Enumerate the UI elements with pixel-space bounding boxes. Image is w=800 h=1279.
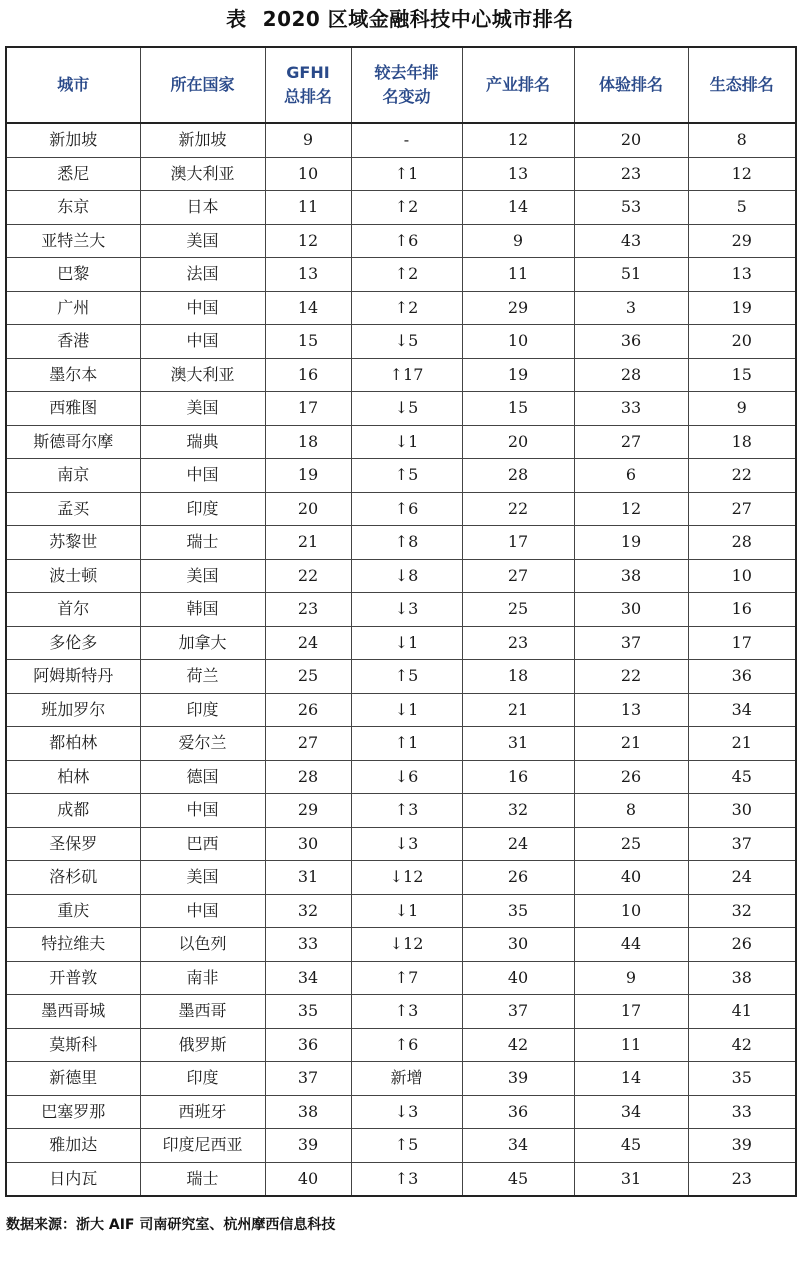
- cell-experience-rank: 43: [574, 224, 688, 258]
- cell-city: 巴塞罗那: [6, 1095, 140, 1129]
- table-header: [6, 47, 796, 123]
- cell-industry-rank: 17: [462, 526, 574, 560]
- cell-city: 开普敦: [6, 961, 140, 995]
- table-row: [6, 224, 796, 258]
- cell-ecosystem-rank: 8: [688, 123, 796, 157]
- cell-rank-change: ↓5: [351, 325, 462, 359]
- cell-country: 澳大利亚: [140, 358, 265, 392]
- header-rank-change: [351, 47, 462, 123]
- table-body: [6, 123, 796, 1196]
- cell-rank-change: ↓3: [351, 1095, 462, 1129]
- cell-experience-rank: 13: [574, 693, 688, 727]
- cell-city: 东京: [6, 191, 140, 225]
- header-experience-rank: [574, 47, 688, 123]
- cell-industry-rank: 9: [462, 224, 574, 258]
- cell-gfhi-rank: 32: [265, 894, 351, 928]
- table-row: [6, 325, 796, 359]
- cell-industry-rank: 26: [462, 861, 574, 895]
- cell-gfhi-rank: 16: [265, 358, 351, 392]
- cell-ecosystem-rank: 37: [688, 827, 796, 861]
- cell-rank-change: ↑5: [351, 660, 462, 694]
- cell-gfhi-rank: 10: [265, 157, 351, 191]
- cell-industry-rank: 29: [462, 291, 574, 325]
- cell-country: 以色列: [140, 928, 265, 962]
- cell-city: 墨尔本: [6, 358, 140, 392]
- table-row: [6, 526, 796, 560]
- cell-industry-rank: 16: [462, 760, 574, 794]
- cell-city: 柏林: [6, 760, 140, 794]
- header-industry-rank: [462, 47, 574, 123]
- table-row: [6, 559, 796, 593]
- cell-industry-rank: 32: [462, 794, 574, 828]
- cell-country: 瑞士: [140, 526, 265, 560]
- table-row: [6, 995, 796, 1029]
- cell-city: 都柏林: [6, 727, 140, 761]
- cell-experience-rank: 31: [574, 1162, 688, 1196]
- cell-rank-change: 新增: [351, 1062, 462, 1096]
- cell-industry-rank: 24: [462, 827, 574, 861]
- cell-city: 多伦多: [6, 626, 140, 660]
- cell-experience-rank: 37: [574, 626, 688, 660]
- cell-country: 爱尔兰: [140, 727, 265, 761]
- cell-city: 巴黎: [6, 258, 140, 292]
- header-country: [140, 47, 265, 123]
- cell-country: 南非: [140, 961, 265, 995]
- cell-city: 日内瓦: [6, 1162, 140, 1196]
- cell-rank-change: ↑2: [351, 191, 462, 225]
- cell-experience-rank: 36: [574, 325, 688, 359]
- cell-city: 特拉维夫: [6, 928, 140, 962]
- cell-rank-change: ↑3: [351, 1162, 462, 1196]
- header-line1: 生态排名: [709, 75, 774, 94]
- cell-rank-change: ↓1: [351, 693, 462, 727]
- cell-country: 中国: [140, 459, 265, 493]
- cell-city: 新加坡: [6, 123, 140, 157]
- cell-experience-rank: 21: [574, 727, 688, 761]
- cell-experience-rank: 30: [574, 593, 688, 627]
- cell-country: 中国: [140, 794, 265, 828]
- cell-ecosystem-rank: 45: [688, 760, 796, 794]
- table-row: [6, 593, 796, 627]
- cell-rank-change: ↓1: [351, 626, 462, 660]
- cell-ecosystem-rank: 9: [688, 392, 796, 426]
- cell-experience-rank: 44: [574, 928, 688, 962]
- cell-gfhi-rank: 35: [265, 995, 351, 1029]
- cell-gfhi-rank: 30: [265, 827, 351, 861]
- cell-city: 莫斯科: [6, 1028, 140, 1062]
- cell-rank-change: ↓3: [351, 593, 462, 627]
- cell-experience-rank: 23: [574, 157, 688, 191]
- cell-gfhi-rank: 39: [265, 1129, 351, 1163]
- cell-ecosystem-rank: 18: [688, 425, 796, 459]
- cell-city: 首尔: [6, 593, 140, 627]
- cell-ecosystem-rank: 21: [688, 727, 796, 761]
- cell-experience-rank: 28: [574, 358, 688, 392]
- cell-industry-rank: 42: [462, 1028, 574, 1062]
- cell-rank-change: ↑2: [351, 258, 462, 292]
- table-row: [6, 827, 796, 861]
- cell-industry-rank: 27: [462, 559, 574, 593]
- cell-ecosystem-rank: 32: [688, 894, 796, 928]
- cell-experience-rank: 19: [574, 526, 688, 560]
- cell-gfhi-rank: 11: [265, 191, 351, 225]
- cell-industry-rank: 25: [462, 593, 574, 627]
- cell-rank-change: ↑5: [351, 459, 462, 493]
- cell-industry-rank: 28: [462, 459, 574, 493]
- cell-rank-change: ↓5: [351, 392, 462, 426]
- cell-gfhi-rank: 28: [265, 760, 351, 794]
- cell-rank-change: ↑6: [351, 492, 462, 526]
- cell-experience-rank: 26: [574, 760, 688, 794]
- cell-country: 印度尼西亚: [140, 1129, 265, 1163]
- cell-country: 加拿大: [140, 626, 265, 660]
- table-row: [6, 425, 796, 459]
- table-row: [6, 727, 796, 761]
- cell-industry-rank: 37: [462, 995, 574, 1029]
- cell-rank-change: ↓12: [351, 928, 462, 962]
- cell-rank-change: ↓8: [351, 559, 462, 593]
- cell-city: 新德里: [6, 1062, 140, 1096]
- cell-ecosystem-rank: 28: [688, 526, 796, 560]
- cell-industry-rank: 11: [462, 258, 574, 292]
- table-row: [6, 1028, 796, 1062]
- cell-industry-rank: 13: [462, 157, 574, 191]
- cell-experience-rank: 12: [574, 492, 688, 526]
- table-row: [6, 459, 796, 493]
- cell-gfhi-rank: 20: [265, 492, 351, 526]
- table-row: [6, 157, 796, 191]
- cell-country: 美国: [140, 559, 265, 593]
- cell-experience-rank: 45: [574, 1129, 688, 1163]
- table-row: [6, 794, 796, 828]
- table-row: [6, 861, 796, 895]
- cell-country: 荷兰: [140, 660, 265, 694]
- cell-gfhi-rank: 13: [265, 258, 351, 292]
- cell-country: 中国: [140, 325, 265, 359]
- cell-rank-change: ↑2: [351, 291, 462, 325]
- cell-industry-rank: 31: [462, 727, 574, 761]
- cell-country: 西班牙: [140, 1095, 265, 1129]
- cell-country: 澳大利亚: [140, 157, 265, 191]
- table-row: [6, 291, 796, 325]
- cell-gfhi-rank: 24: [265, 626, 351, 660]
- title-text: 2020 区域金融科技中心城市排名: [262, 7, 574, 31]
- table-row: [6, 392, 796, 426]
- cell-gfhi-rank: 33: [265, 928, 351, 962]
- cell-country: 俄罗斯: [140, 1028, 265, 1062]
- table-row: [6, 693, 796, 727]
- table-row: [6, 760, 796, 794]
- ranking-table: [5, 46, 797, 1197]
- cell-rank-change: ↓12: [351, 861, 462, 895]
- table-row: [6, 191, 796, 225]
- cell-ecosystem-rank: 33: [688, 1095, 796, 1129]
- cell-experience-rank: 25: [574, 827, 688, 861]
- cell-industry-rank: 36: [462, 1095, 574, 1129]
- cell-experience-rank: 53: [574, 191, 688, 225]
- table-row: [6, 626, 796, 660]
- cell-city: 成都: [6, 794, 140, 828]
- cell-industry-rank: 19: [462, 358, 574, 392]
- cell-industry-rank: 45: [462, 1162, 574, 1196]
- cell-city: 广州: [6, 291, 140, 325]
- cell-country: 墨西哥: [140, 995, 265, 1029]
- cell-ecosystem-rank: 38: [688, 961, 796, 995]
- cell-ecosystem-rank: 26: [688, 928, 796, 962]
- cell-country: 美国: [140, 224, 265, 258]
- cell-country: 巴西: [140, 827, 265, 861]
- cell-country: 印度: [140, 492, 265, 526]
- cell-gfhi-rank: 17: [265, 392, 351, 426]
- cell-city: 南京: [6, 459, 140, 493]
- cell-rank-change: -: [351, 123, 462, 157]
- cell-experience-rank: 40: [574, 861, 688, 895]
- cell-ecosystem-rank: 17: [688, 626, 796, 660]
- header-line1: GFHI: [286, 63, 330, 82]
- header-ecosystem-rank: [688, 47, 796, 123]
- table-row: [6, 258, 796, 292]
- cell-industry-rank: 21: [462, 693, 574, 727]
- cell-gfhi-rank: 27: [265, 727, 351, 761]
- cell-industry-rank: 34: [462, 1129, 574, 1163]
- cell-rank-change: ↓1: [351, 894, 462, 928]
- cell-city: 圣保罗: [6, 827, 140, 861]
- header-gfhi-rank: [265, 47, 351, 123]
- cell-gfhi-rank: 38: [265, 1095, 351, 1129]
- cell-city: 孟买: [6, 492, 140, 526]
- cell-industry-rank: 12: [462, 123, 574, 157]
- cell-experience-rank: 27: [574, 425, 688, 459]
- cell-gfhi-rank: 29: [265, 794, 351, 828]
- cell-rank-change: ↑6: [351, 224, 462, 258]
- cell-city: 亚特兰大: [6, 224, 140, 258]
- cell-gfhi-rank: 36: [265, 1028, 351, 1062]
- data-source-note: 数据来源：浙大 AIF 司南研究室、杭州摩西信息科技: [6, 1217, 336, 1233]
- cell-gfhi-rank: 34: [265, 961, 351, 995]
- cell-experience-rank: 6: [574, 459, 688, 493]
- cell-gfhi-rank: 14: [265, 291, 351, 325]
- cell-experience-rank: 33: [574, 392, 688, 426]
- cell-ecosystem-rank: 13: [688, 258, 796, 292]
- cell-city: 洛杉矶: [6, 861, 140, 895]
- cell-rank-change: ↑7: [351, 961, 462, 995]
- cell-experience-rank: 9: [574, 961, 688, 995]
- cell-industry-rank: 23: [462, 626, 574, 660]
- cell-ecosystem-rank: 10: [688, 559, 796, 593]
- cell-experience-rank: 51: [574, 258, 688, 292]
- cell-rank-change: ↑17: [351, 358, 462, 392]
- header-line1: 城市: [57, 75, 90, 94]
- cell-city: 雅加达: [6, 1129, 140, 1163]
- cell-ecosystem-rank: 30: [688, 794, 796, 828]
- header-line1: 产业排名: [485, 75, 550, 94]
- cell-country: 瑞典: [140, 425, 265, 459]
- header-line1: 体验排名: [598, 75, 663, 94]
- cell-experience-rank: 14: [574, 1062, 688, 1096]
- cell-industry-rank: 35: [462, 894, 574, 928]
- cell-ecosystem-rank: 19: [688, 291, 796, 325]
- cell-experience-rank: 38: [574, 559, 688, 593]
- table-row: [6, 1129, 796, 1163]
- title-label: 表: [226, 7, 247, 31]
- cell-city: 阿姆斯特丹: [6, 660, 140, 694]
- cell-ecosystem-rank: 41: [688, 995, 796, 1029]
- cell-industry-rank: 20: [462, 425, 574, 459]
- table-row: [6, 123, 796, 157]
- cell-gfhi-rank: 40: [265, 1162, 351, 1196]
- cell-ecosystem-rank: 20: [688, 325, 796, 359]
- cell-experience-rank: 22: [574, 660, 688, 694]
- table-row: [6, 1095, 796, 1129]
- table-row: [6, 660, 796, 694]
- cell-experience-rank: 17: [574, 995, 688, 1029]
- cell-city: 斯德哥尔摩: [6, 425, 140, 459]
- header-row: [6, 47, 796, 123]
- cell-city: 重庆: [6, 894, 140, 928]
- cell-ecosystem-rank: 5: [688, 191, 796, 225]
- cell-city: 西雅图: [6, 392, 140, 426]
- cell-industry-rank: 14: [462, 191, 574, 225]
- cell-gfhi-rank: 19: [265, 459, 351, 493]
- cell-country: 法国: [140, 258, 265, 292]
- table-row: [6, 492, 796, 526]
- cell-ecosystem-rank: 39: [688, 1129, 796, 1163]
- cell-ecosystem-rank: 42: [688, 1028, 796, 1062]
- header-line1: 所在国家: [170, 75, 235, 94]
- cell-country: 印度: [140, 1062, 265, 1096]
- cell-ecosystem-rank: 15: [688, 358, 796, 392]
- cell-gfhi-rank: 9: [265, 123, 351, 157]
- header-line1: 较去年排: [374, 63, 439, 82]
- table-row: [6, 1062, 796, 1096]
- cell-experience-rank: 10: [574, 894, 688, 928]
- cell-gfhi-rank: 21: [265, 526, 351, 560]
- cell-country: 德国: [140, 760, 265, 794]
- header-city: [6, 47, 140, 123]
- header-line2: 总排名: [283, 87, 332, 106]
- cell-industry-rank: 10: [462, 325, 574, 359]
- cell-ecosystem-rank: 27: [688, 492, 796, 526]
- cell-gfhi-rank: 12: [265, 224, 351, 258]
- cell-country: 新加坡: [140, 123, 265, 157]
- cell-country: 瑞士: [140, 1162, 265, 1196]
- cell-industry-rank: 39: [462, 1062, 574, 1096]
- cell-rank-change: ↑1: [351, 157, 462, 191]
- table-row: [6, 358, 796, 392]
- cell-experience-rank: 11: [574, 1028, 688, 1062]
- cell-ecosystem-rank: 35: [688, 1062, 796, 1096]
- cell-industry-rank: 15: [462, 392, 574, 426]
- cell-experience-rank: 20: [574, 123, 688, 157]
- cell-experience-rank: 3: [574, 291, 688, 325]
- cell-rank-change: ↓1: [351, 425, 462, 459]
- cell-gfhi-rank: 22: [265, 559, 351, 593]
- cell-gfhi-rank: 31: [265, 861, 351, 895]
- cell-industry-rank: 30: [462, 928, 574, 962]
- table-row: [6, 928, 796, 962]
- cell-country: 美国: [140, 861, 265, 895]
- cell-city: 班加罗尔: [6, 693, 140, 727]
- cell-ecosystem-rank: 29: [688, 224, 796, 258]
- header-line2: 名变动: [382, 87, 431, 106]
- cell-country: 美国: [140, 392, 265, 426]
- cell-industry-rank: 22: [462, 492, 574, 526]
- cell-experience-rank: 8: [574, 794, 688, 828]
- cell-gfhi-rank: 15: [265, 325, 351, 359]
- cell-ecosystem-rank: 16: [688, 593, 796, 627]
- cell-gfhi-rank: 23: [265, 593, 351, 627]
- cell-rank-change: ↑1: [351, 727, 462, 761]
- cell-ecosystem-rank: 36: [688, 660, 796, 694]
- cell-rank-change: ↑3: [351, 995, 462, 1029]
- cell-country: 印度: [140, 693, 265, 727]
- cell-gfhi-rank: 18: [265, 425, 351, 459]
- cell-rank-change: ↑8: [351, 526, 462, 560]
- cell-city: 波士顿: [6, 559, 140, 593]
- cell-rank-change: ↑6: [351, 1028, 462, 1062]
- cell-ecosystem-rank: 22: [688, 459, 796, 493]
- cell-gfhi-rank: 26: [265, 693, 351, 727]
- cell-country: 中国: [140, 894, 265, 928]
- cell-ecosystem-rank: 24: [688, 861, 796, 895]
- cell-rank-change: ↑3: [351, 794, 462, 828]
- cell-ecosystem-rank: 12: [688, 157, 796, 191]
- cell-city: 苏黎世: [6, 526, 140, 560]
- cell-country: 中国: [140, 291, 265, 325]
- cell-rank-change: ↑5: [351, 1129, 462, 1163]
- cell-ecosystem-rank: 34: [688, 693, 796, 727]
- cell-city: 悉尼: [6, 157, 140, 191]
- cell-gfhi-rank: 25: [265, 660, 351, 694]
- cell-experience-rank: 34: [574, 1095, 688, 1129]
- table-row: [6, 894, 796, 928]
- cell-rank-change: ↓3: [351, 827, 462, 861]
- table-row: [6, 961, 796, 995]
- cell-city: 墨西哥城: [6, 995, 140, 1029]
- cell-country: 韩国: [140, 593, 265, 627]
- cell-rank-change: ↓6: [351, 760, 462, 794]
- cell-industry-rank: 40: [462, 961, 574, 995]
- cell-country: 日本: [140, 191, 265, 225]
- cell-gfhi-rank: 37: [265, 1062, 351, 1096]
- cell-ecosystem-rank: 23: [688, 1162, 796, 1196]
- table-row: [6, 1162, 796, 1196]
- cell-city: 香港: [6, 325, 140, 359]
- page-title: [0, 4, 800, 34]
- cell-industry-rank: 18: [462, 660, 574, 694]
